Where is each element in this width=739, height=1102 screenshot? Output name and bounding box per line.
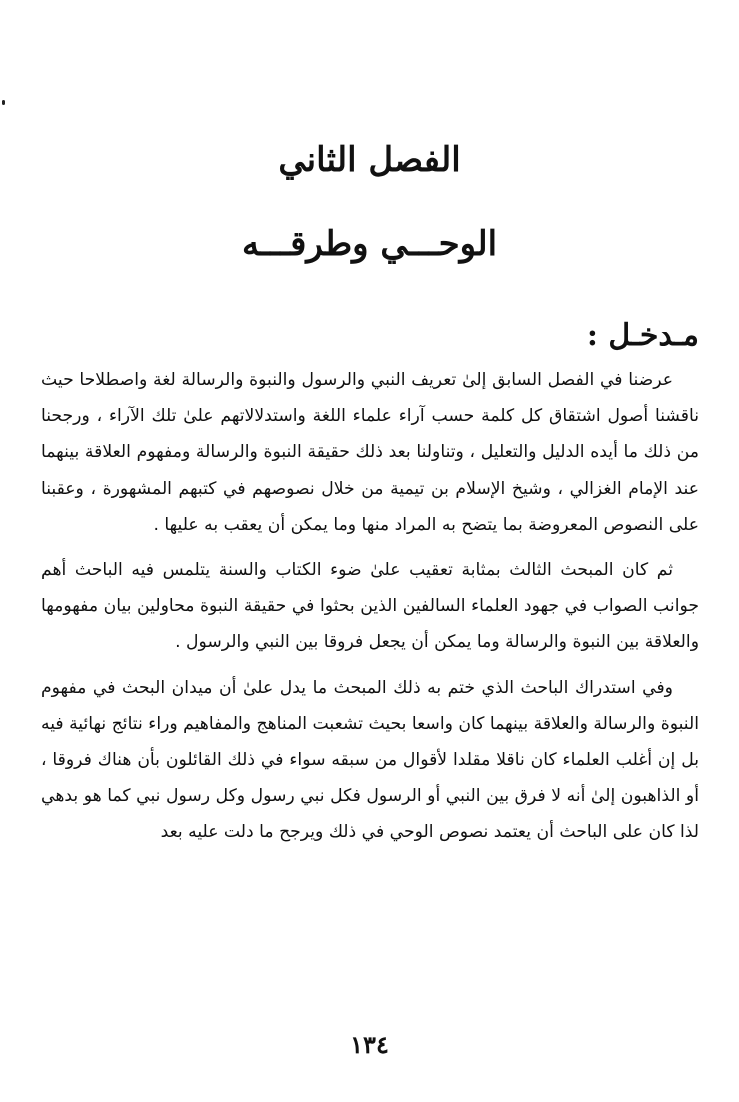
intro-heading: مـدخـل :: [586, 318, 699, 353]
body-text: [41, 362, 699, 860]
chapter-title: الفصل الثاني: [278, 140, 461, 180]
paragraph: عرضنا في الفصل السابق إلىٰ تعريف النبي والرسول والنبوة والرسالة لغة واصطلاحا حيث ناقشنا أصول اشتقاق كل كلمة حسب آراء علماء اللغة واستدلالاتهم علىٰ تلك الآراء ، ورجحنا من ذلك ما أيده الدليل والتعليل ، وتناولنا بعد ذلك حقيقة النبوة والرسالة ومفهوم العلاقة بينهما عند الإمام الغزالي ، وشيخ الإسلام بن تيمية من خلال نصوصهم في كتبهم المشهورة ، وعقبنا على النصوص المعروضة بما يتضح به المراد منها وما يمكن أن يعقب به عليها .: [41, 370, 699, 535]
page-number: ١٣٤: [350, 1030, 389, 1059]
paragraph: وفي استدراك الباحث الذي ختم به ذلك المبحث ما يدل علىٰ أن ميدان البحث في مفهوم النبوة والرسالة والعلاقة بينهما كان واسعا بحيث تشعبت المناهج والمفاهيم وراء نتائج نهائية فيه بل إن أغلب العلماء كان ناقلا مقلدا لأقوال من سبقه سواء في ذلك القائلون بأن هناك فروقا ، أو الذاهبون إلىٰ أنه لا فرق بين النبي أو الرسول فكل نبي رسول وكل رسول نبي كما هو بدهي لذا كان على الباحث أن يعتمد نصوص الوحي في ذلك ويرجح ما دلت عليه بعد: [41, 677, 699, 843]
paragraph: ثم كان المبحث الثالث بمثابة تعقيب علىٰ ضوء الكتاب والسنة يتلمس فيه الباحث أهم جوانب الصواب في جهود العلماء السالفين الذين بحثوا في حقيقة النبوة محاولين بيان مفهومها والعلاقة بين النبوة والرسالة وما يمكن أن يجعل فروقا بين النبي والرسول .: [41, 560, 699, 653]
section-title: الوحـــي وطرقـــه: [241, 224, 498, 264]
margin-mark: [2, 100, 5, 105]
